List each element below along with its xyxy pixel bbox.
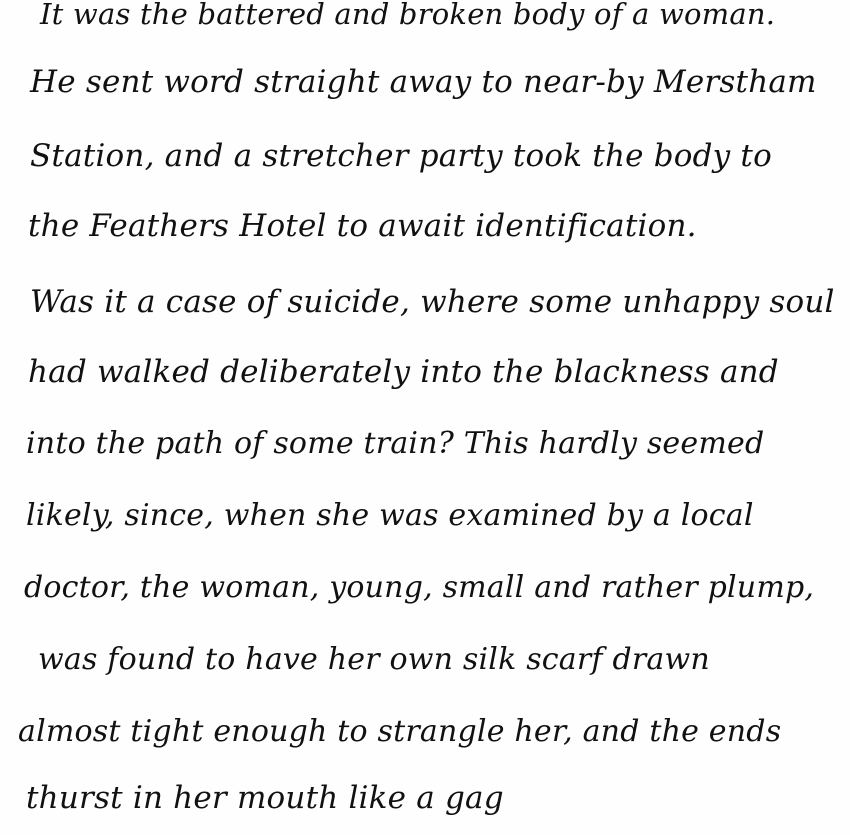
text-line-3: Station, and a stretcher party took the body to — [30, 138, 772, 174]
text-line-4: the Feathers Hotel to await identification. — [28, 208, 697, 244]
text-line-5: Was it a case of suicide, where some unhappy soul — [30, 284, 835, 320]
text-line-7: into the path of some train? This hardly seemed — [26, 426, 765, 461]
text-line-12: thurst in her mouth like a gag — [26, 780, 504, 816]
text-line-2: He sent word straight away to near-by Merstham — [30, 64, 817, 100]
text-line-9: doctor, the woman, young, small and rather plump, — [24, 570, 815, 605]
text-line-10: was found to have her own silk scarf drawn — [38, 642, 710, 677]
text-line-1: It was the battered and broken body of a woman. — [40, 0, 776, 31]
text-line-11: almost tight enough to strangle her, and the ends — [18, 714, 782, 749]
text-line-6: had walked deliberately into the blackness and — [28, 354, 779, 390]
text-line-8: likely, since, when she was examined by a local — [26, 498, 754, 533]
